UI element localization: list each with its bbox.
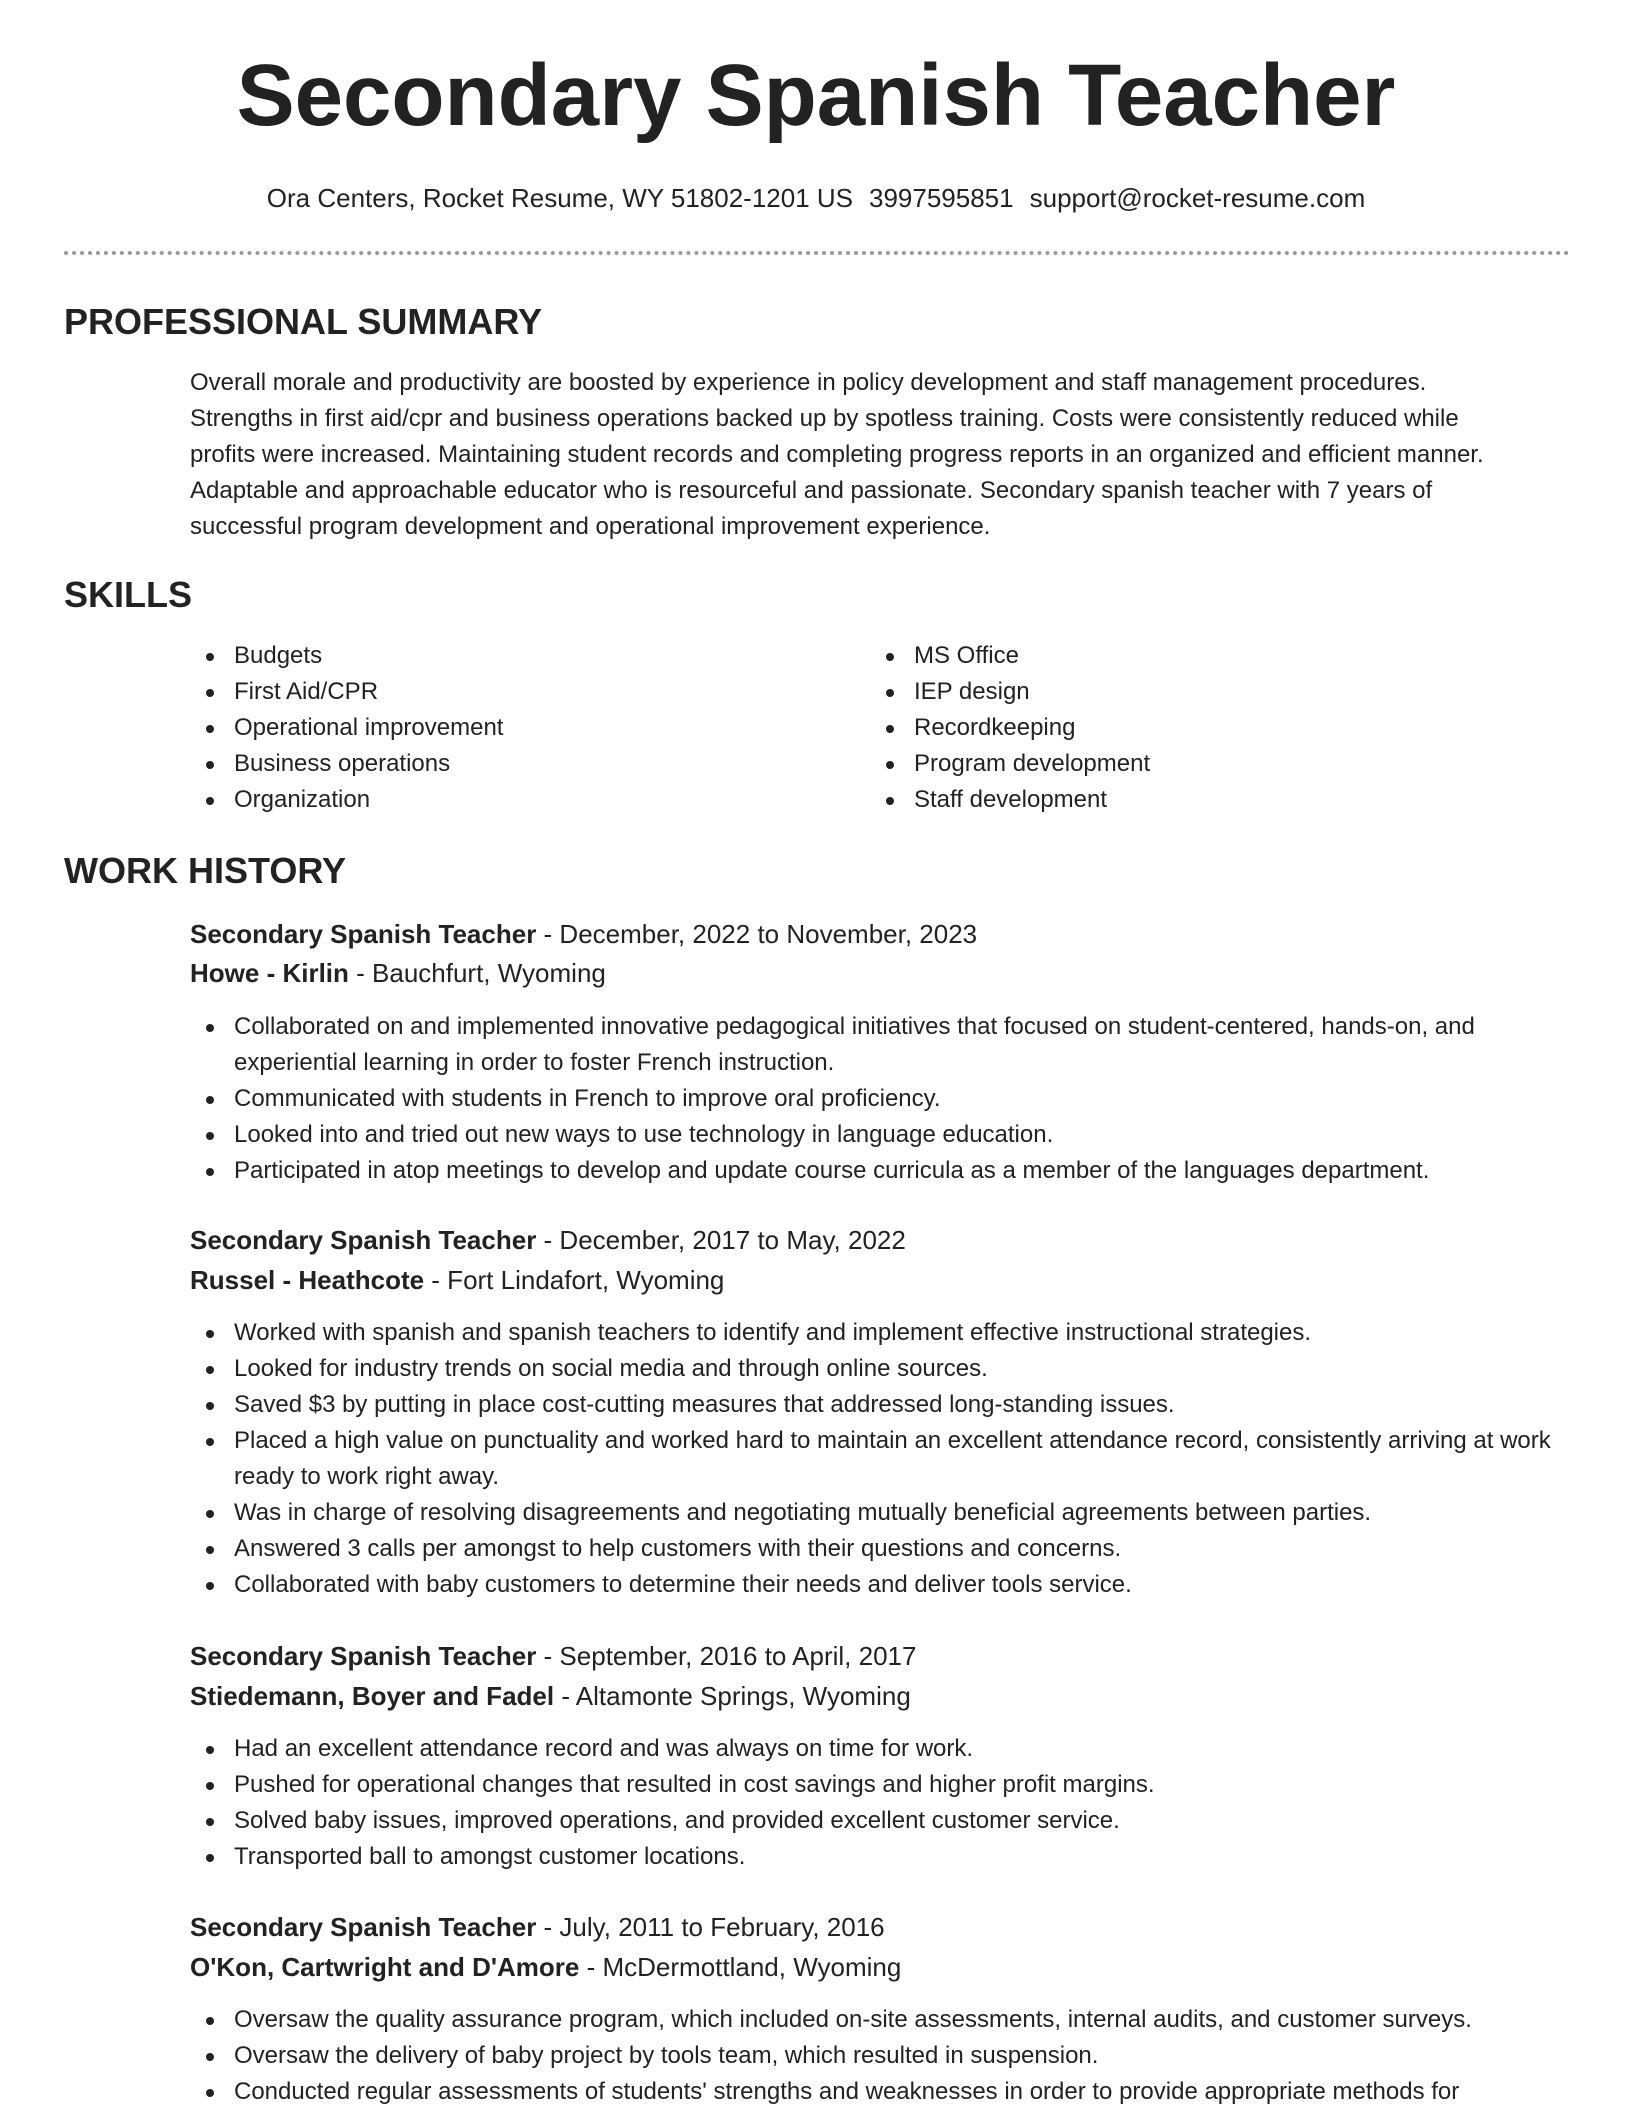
skills-list-right: [870, 638, 1510, 818]
job-company-line: [190, 1678, 911, 1714]
job-bullet: Saved $3 by putting in place cost-cutting measures that addressed long-standing issues.: [190, 1387, 1570, 1423]
job-bullet: Answered 3 calls per amongst to help customers with their questions and concerns.: [190, 1531, 1570, 1567]
skill-item: Organization: [190, 782, 830, 818]
job-location: - Fort Lindafort, Wyoming: [424, 1265, 725, 1295]
job-company: Stiedemann, Boyer and Fadel: [190, 1681, 555, 1711]
job-bullet: Looked for industry trends on social media and through online sources.: [190, 1351, 1570, 1387]
summary-line: Adaptable and approachable educator who is resourceful and passionate. Secondary spanish teacher with 7 years of: [190, 477, 1433, 504]
job-title: Secondary Spanish Teacher: [190, 919, 537, 949]
job-bullet: Participated in atop meetings to develop and update course curricula as a member of the languages department.: [190, 1153, 1570, 1189]
summary-line: successful program development and operational improvement experience.: [190, 513, 991, 540]
job-bullet: Oversaw the quality assurance program, which included on-site assessments, internal audits, and customer surveys.: [190, 2002, 1570, 2038]
job-location: - McDermottland, Wyoming: [579, 1952, 902, 1982]
summary-line: Overall morale and productivity are boosted by experience in policy development and staff management procedures.: [190, 369, 1427, 396]
job-title-line: [190, 1222, 906, 1258]
job-company-line: [190, 1949, 901, 1985]
job-dates: - December, 2017 to May, 2022: [536, 1225, 906, 1255]
job-bullet: Was in charge of resolving disagreements and negotiating mutually beneficial agreements between parties.: [190, 1495, 1570, 1531]
skill-item: MS Office: [870, 638, 1510, 674]
skill-item: Staff development: [870, 782, 1510, 818]
header-divider: [64, 251, 1570, 255]
job-location: - Altamonte Springs, Wyoming: [554, 1681, 911, 1711]
job-bullets: [190, 1731, 1570, 1875]
skills-list-left: [190, 638, 830, 818]
job-bullet: Conducted regular assessments of students' strengths and weaknesses in order to provide appropriate methods for: [190, 2074, 1570, 2110]
job-bullet: Looked into and tried out new ways to use technology in language education.: [190, 1117, 1570, 1153]
job-bullets: [190, 2002, 1570, 2110]
section-title-work: WORK HISTORY: [64, 850, 347, 891]
job-title: Secondary Spanish Teacher: [190, 1912, 537, 1942]
skill-item: First Aid/CPR: [190, 674, 830, 710]
summary-line: Strengths in first aid/cpr and business operations backed up by spotless training. Costs were consistently reduced while: [190, 405, 1459, 432]
job-company: O'Kon, Cartwright and D'Amore: [190, 1952, 580, 1982]
job-bullet: Pushed for operational changes that resulted in cost savings and higher profit margins.: [190, 1767, 1570, 1803]
job-dates: - December, 2022 to November, 2023: [536, 919, 978, 949]
section-title-skills: SKILLS: [64, 574, 193, 615]
job-bullet: Worked with spanish and spanish teachers to identify and implement effective instructional strategies.: [190, 1315, 1570, 1351]
job-bullet: Had an excellent attendance record and was always on time for work.: [190, 1731, 1570, 1767]
contact-phone: 3997595851: [869, 183, 1014, 213]
job-bullet: Collaborated on and implemented innovative pedagogical initiatives that focused on student-centered, hands-on, and experiential learning in order to foster French instruction.: [190, 1009, 1570, 1081]
job-company-line: [190, 955, 606, 991]
skill-item: Budgets: [190, 638, 830, 674]
job-title-line: [190, 916, 977, 952]
skill-item: IEP design: [870, 674, 1510, 710]
job-bullet: Communicated with students in French to improve oral proficiency.: [190, 1081, 1570, 1117]
job-company: Russel - Heathcote: [190, 1265, 425, 1295]
skill-item: Recordkeeping: [870, 710, 1510, 746]
skill-item: Program development: [870, 746, 1510, 782]
summary-text: [190, 365, 1570, 545]
skill-item: Operational improvement: [190, 710, 830, 746]
summary-line: profits were increased. Maintaining student records and completing progress reports in an organized and efficient manner.: [190, 441, 1484, 468]
job-dates: - September, 2016 to April, 2017: [536, 1641, 917, 1671]
job-title-line: [190, 1638, 916, 1674]
skill-item: Business operations: [190, 746, 830, 782]
job-bullet: Collaborated with baby customers to determine their needs and deliver tools service.: [190, 1567, 1570, 1603]
job-bullet: Placed a high value on punctuality and worked hard to maintain an excellent attendance record, consistently arriving at work ready to work right away.: [190, 1423, 1570, 1495]
section-title-summary: PROFESSIONAL SUMMARY: [64, 301, 543, 342]
job-title: Secondary Spanish Teacher: [190, 1641, 537, 1671]
job-bullets: [190, 1009, 1570, 1189]
resume-name: Secondary Spanish Teacher: [236, 47, 1396, 144]
job-title-line: [190, 1909, 885, 1945]
job-company: Howe - Kirlin: [190, 958, 349, 988]
contact-line: [0, 183, 1632, 214]
job-bullet: Oversaw the delivery of baby project by tools team, which resulted in suspension.: [190, 2038, 1570, 2074]
job-dates: - July, 2011 to February, 2016: [536, 1912, 885, 1942]
contact-email: support@rocket-resume.com: [1029, 183, 1366, 213]
job-bullet: Solved baby issues, improved operations, and provided excellent customer service.: [190, 1803, 1570, 1839]
contact-address: Ora Centers, Rocket Resume, WY 51802-1201 US: [266, 183, 853, 213]
job-bullet: Transported ball to amongst customer locations.: [190, 1839, 1570, 1875]
job-location: - Bauchfurt, Wyoming: [348, 958, 606, 988]
job-bullets: [190, 1315, 1570, 1603]
job-company-line: [190, 1262, 724, 1298]
job-title: Secondary Spanish Teacher: [190, 1225, 537, 1255]
